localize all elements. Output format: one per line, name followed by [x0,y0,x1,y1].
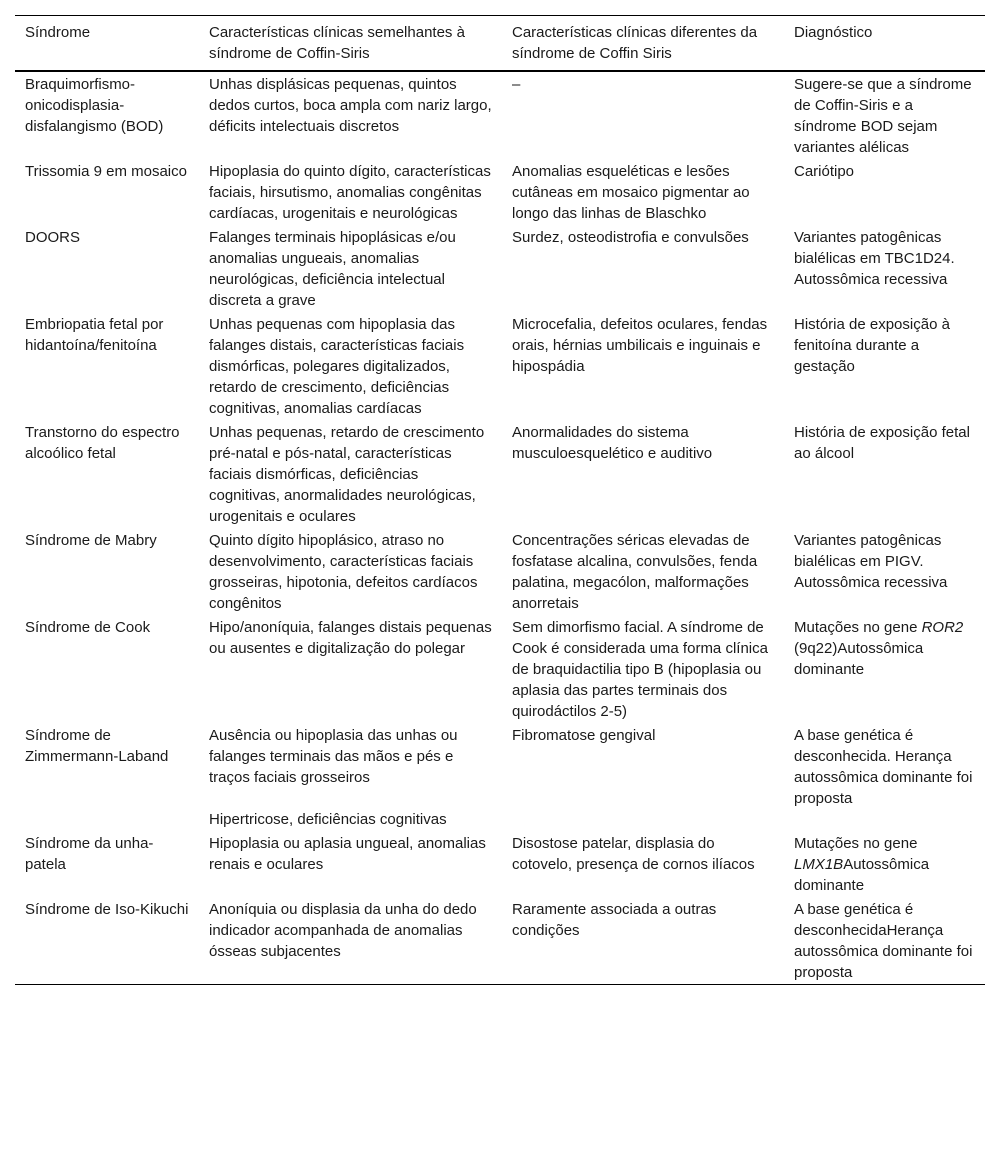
similar-extra-text: Hipertricose, deficiências cognitivas [209,811,447,828]
cell-syndrome: Síndrome de Cook [25,619,151,636]
cell-different: Microcefalia, defeitos oculares, fendas orais, hérnias umbilicais e inguinais e hipospádia [512,316,768,375]
cell-similar: Anoníquia ou displasia da unha do dedo indicador acompanhada de anomalias ósseas subjacentes [209,901,477,960]
cell-diagnosis: Variantes patogênicas bialélicas em TBC1D24. Autossômica recessiva [794,229,955,288]
diagnosis-text: Autossômica dominante [794,856,930,894]
table-row [15,225,985,312]
cell-different: Anomalias esqueléticas e lesões cutâneas em mosaico pigmentar ao longo das linhas de Blaschko [512,163,750,222]
cell-syndrome: Síndrome da unha-patela [25,835,154,873]
diagnosis-text: Mutações no gene [794,835,918,852]
cell-similar: Hipo/anoníquia, falanges distais pequenas ou ausentes e digitalização do polegar [209,619,492,657]
cell-different: Anormalidades do sistema musculoesquelético e auditivo [512,424,713,462]
gene-name: LMX1B [794,856,844,873]
cell-diagnosis: Sugere-se que a síndrome de Coffin-Siris e a síndrome BOD sejam variantes alélicas [794,76,972,156]
cell-different: Raramente associada a outras condições [512,901,717,939]
cell-similar: Falanges terminais hipoplásicas e/ou anomalias ungueais, anomalias neurológicas, deficiência intelectual discreta a grave [209,229,456,309]
cell-similar: Quinto dígito hipoplásico, atraso no desenvolvimento, características faciais grosseiras, hipotonia, defeitos cardíacos congênitos [209,532,478,612]
cell-syndrome: Trissomia 9 em mosaico [25,163,187,180]
similar-text: Ausência ou hipoplasia das unhas ou falanges terminais das mãos e pés e traços faciais grosseiros [209,727,458,786]
cell-different: Sem dimorfismo facial. A síndrome de Cook é considerada uma forma clínica de braquidactilia tipo B (hipoplasia ou aplasia das partes terminais dos quirodáctilos 2-5) [512,619,768,720]
cell-diagnosis: História de exposição à fenitoína durante a gestação [794,316,950,375]
cell-syndrome: Transtorno do espectro alcoólico fetal [25,424,180,462]
cell-similar: Unhas displásicas pequenas, quintos dedos curtos, boca ampla com nariz largo, déficits intelectuais discretos [209,76,492,135]
table-row [15,71,985,159]
cell-syndrome: Síndrome de Mabry [25,532,157,549]
table-header-row [15,16,985,72]
cell-diagnosis: A base genética é desconhecidaHerança autossômica dominante foi proposta [794,901,973,981]
cell-similar: Hipoplasia do quinto dígito, características faciais, hirsutismo, anomalias congênitas cardíacas, urogenitais e neurológicas [209,163,491,222]
cell-syndrome: DOORS [25,229,81,246]
cell-different: Fibromatose gengival [512,727,656,744]
cell-syndrome: Síndrome de Zimmermann-Laband [25,727,169,765]
cell-different: Disostose patelar, displasia do cotovelo, presença de cornos ilíacos [512,835,755,873]
cell-similar [199,723,502,831]
header-diagnosis: Diagnóstico [794,24,873,41]
table-row [15,897,985,985]
table-row [15,312,985,420]
cell-different: – [512,76,521,93]
cell-diagnosis: Variantes patogênicas bialélicas em PIGV. Autossômica recessiva [794,532,948,591]
cell-syndrome: Braquimorfismo-onicodisplasia-disfalangismo (BOD) [25,76,164,135]
cell-diagnosis [784,615,985,723]
cell-syndrome: Síndrome de Iso-Kikuchi [25,901,189,918]
header-different-features: Características clínicas diferentes da síndrome de Coffin Siris [512,24,758,62]
table-row [15,723,985,831]
table-row [15,528,985,615]
cell-diagnosis: A base genética é desconhecida. Herança autossômica dominante foi proposta [794,727,973,807]
table-row [15,615,985,723]
differential-diagnosis-table [15,15,985,985]
cell-similar: Unhas pequenas, retardo de crescimento pré-natal e pós-natal, características faciais dismórficas, deficiências cognitivas, anormalidades neurológicas, urogenitais e oculares [209,424,485,525]
gene-name: ROR2 [921,619,964,636]
cell-diagnosis: História de exposição fetal ao álcool [794,424,970,462]
table-row [15,159,985,225]
table-row [15,420,985,528]
cell-similar: Unhas pequenas com hipoplasia das falanges distais, características faciais dismórficas, polegares digitalizados, retardo de crescimento, deficiências cognitivas, anomalias cardíacas [209,316,465,417]
cell-similar: Hipoplasia ou aplasia ungueal, anomalias renais e oculares [209,835,486,873]
cell-different: Surdez, osteodistrofia e convulsões [512,229,749,246]
cell-diagnosis: Cariótipo [794,163,855,180]
diagnosis-text: (9q22)Autossômica dominante [794,640,924,678]
header-similar-features: Características clínicas semelhantes à síndrome de Coffin-Siris [209,24,465,62]
cell-diagnosis [784,831,985,897]
cell-syndrome: Embriopatia fetal por hidantoína/fenitoína [25,316,164,354]
header-syndrome: Síndrome [25,24,91,41]
diagnosis-text: Mutações no gene [794,619,918,636]
table-row [15,831,985,897]
cell-different: Concentrações séricas elevadas de fosfatase alcalina, convulsões, fenda palatina, megacólon, malformações anorretais [512,532,758,612]
